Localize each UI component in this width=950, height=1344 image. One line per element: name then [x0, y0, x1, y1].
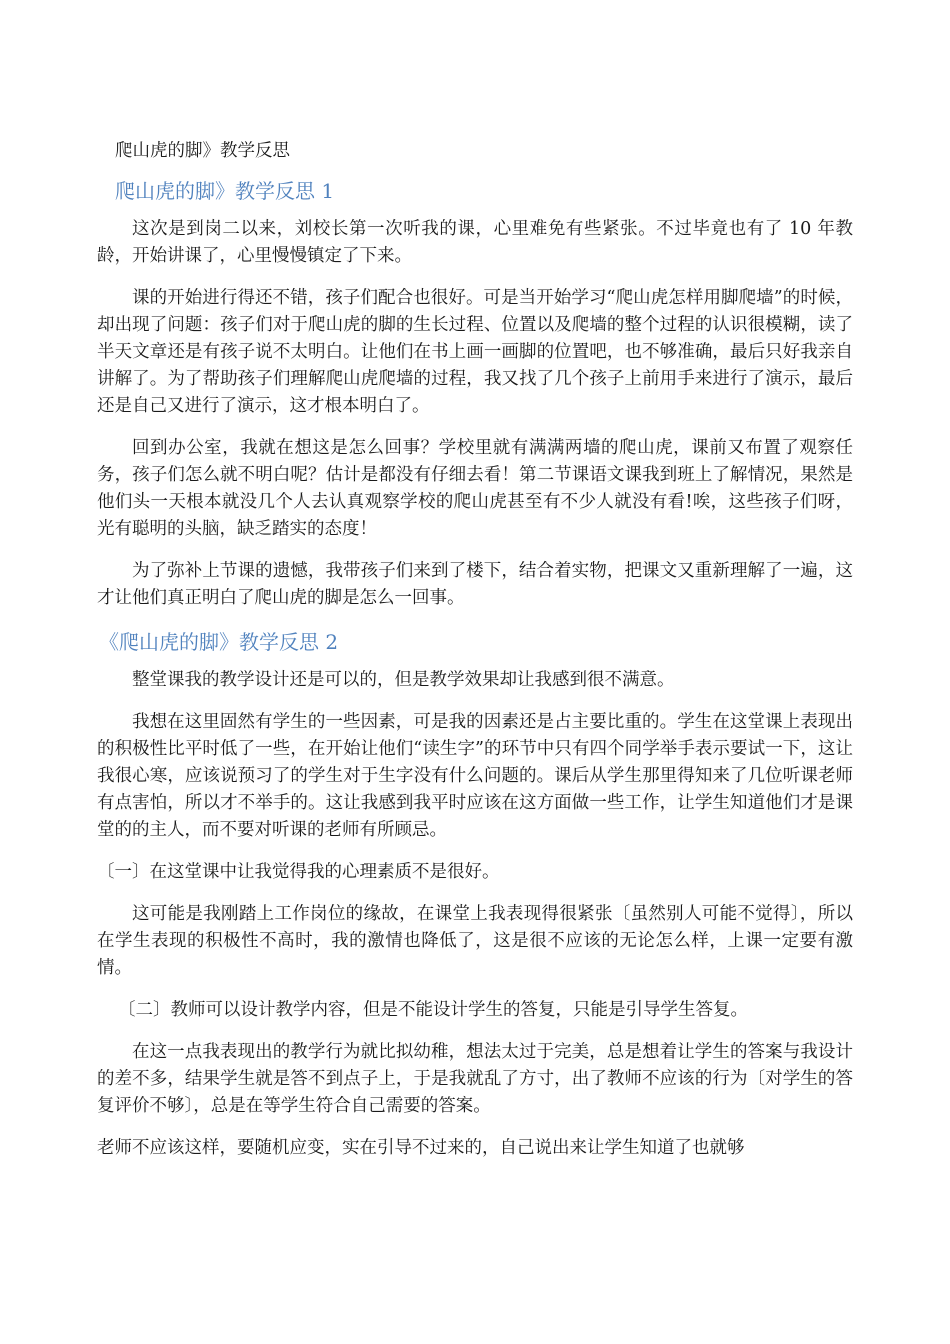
- section-2-point-1: 〔一〕在这堂课中让我觉得我的心理素质不是很好。: [97, 862, 500, 882]
- section-1-paragraph-1: 这次是到岗二以来，刘校长第一次听我的课，心里难免有些紧张。不过毕竟也有了 10 年教龄，开始讲课了，心里慢慢镇定了下来。: [97, 219, 853, 266]
- section-1-paragraph-4: 为了弥补上节课的遗憾，我带孩子们来到了楼下，结合着实物，把课文又重新理解了一遍，这才让他们真正明白了爬山虎的脚是怎么一回事。: [97, 561, 853, 608]
- section-2-heading: 《爬山虎的脚》教学反思 2: [99, 630, 339, 654]
- section-1-heading: 爬山虎的脚》教学反思 1: [115, 179, 335, 203]
- section-2-paragraph-2: 我想在这里固然有学生的一些因素，可是我的因素还是占主要比重的。学生在这堂课上表现出的积极性比平时低了一些，在开始让他们“读生字”的环节中只有四个同学举手表示要试一下，这让我很心寒，应该说预习了的学生对于生字没有什么问题的。课后从学生那里得知来了几位听课老师有点害怕，所以才不举手的。这让我感到我平时应该在这方面做一些工作，让学生知道他们才是课堂的的主人，而不要对听课的老师有所顾忌。: [97, 712, 853, 840]
- section-2-paragraph-5: 老师不应该这样，要随机应变，实在引导不过来的，自己说出来让学生知道了也就够: [97, 1138, 745, 1158]
- section-2-paragraph-1: 整堂课我的教学设计还是可以的，但是教学效果却让我感到很不满意。: [132, 670, 675, 690]
- section-1-paragraph-3: 回到办公室，我就在想这是怎么回事？学校里就有满满两墙的爬山虎，课前又布置了观察任务，孩子们怎么就不明白呢？估计是都没有仔细去看！第二节课语文课我到班上了解情况，果然是他们头一天根本就没几个人去认真观察学校的爬山虎甚至有不少人就没有看!唉，这些孩子们呀，光有聪明的头脑，缺乏踏实的态度！: [97, 438, 853, 539]
- section-2-paragraph-3: 这可能是我刚踏上工作岗位的缘故，在课堂上我表现得很紧张〔虽然别人可能不觉得〕，所以在学生表现的积极性不高时，我的激情也降低了，这是很不应该的无论怎么样，上课一定要有激情。: [97, 904, 853, 978]
- document-title: 爬山虎的脚》教学反思: [115, 141, 290, 161]
- section-2-point-2: 〔二〕教师可以设计教学内容，但是不能设计学生的答复，只能是引导学生答复。: [118, 1000, 748, 1020]
- section-2-paragraph-4: 在这一点我表现出的教学行为就比拟幼稚，想法太过于完美，总是想着让学生的答案与我设计的差不多，结果学生就是答不到点子上，于是我就乱了方寸，出了教师不应该的行为〔对学生的答复评价不够〕，总是在等学生符合自己需要的答案。: [97, 1042, 853, 1116]
- document-body: [97, 126, 853, 1177]
- section-1-paragraph-2: 课的开始进行得还不错，孩子们配合也很好。可是当开始学习“爬山虎怎样用脚爬墙”的时候，却出现了问题：孩子们对于爬山虎的脚的生长过程、位置以及爬墙的整个过程的认识很模糊，读了半天文章还是有孩子说不太明白。让他们在书上画一画脚的位置吧，也不够准确，最后只好我亲自讲解了。为了帮助孩子们理解爬山虎爬墙的过程，我又找了几个孩子上前用手来进行了演示，最后还是自己又进行了演示，这才根本明白了。: [97, 288, 853, 416]
